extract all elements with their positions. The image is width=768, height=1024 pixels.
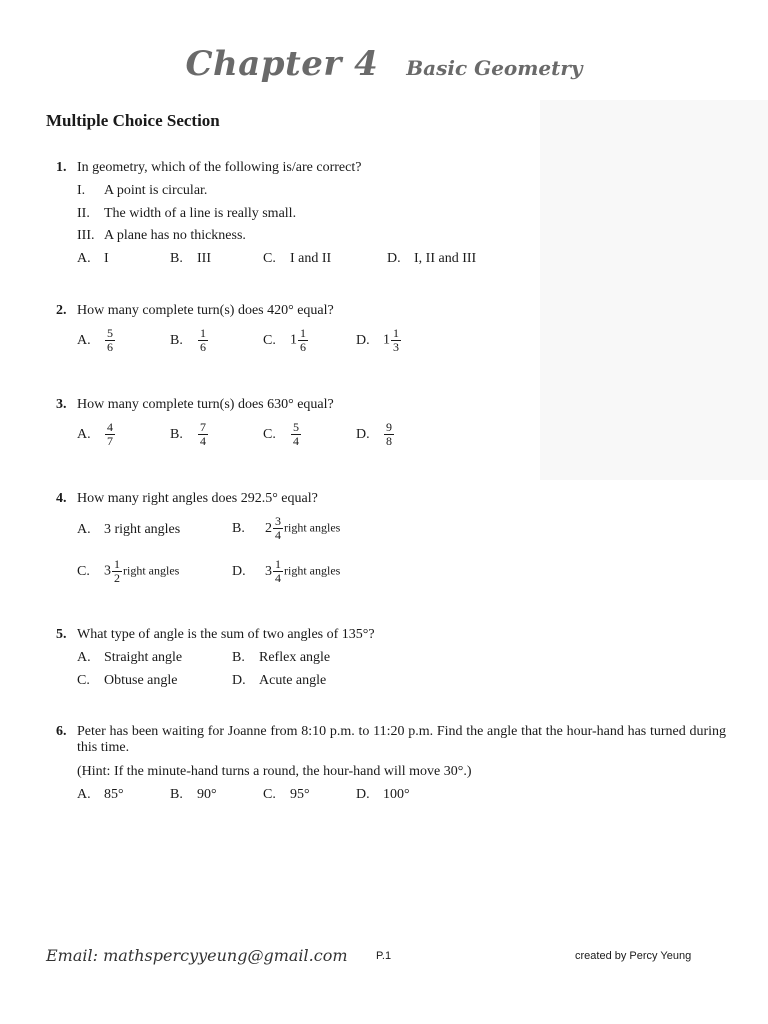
option-d: D. 1 $\frac{1}{3}$: [356, 326, 399, 354]
footer-email: Email: mathspercyyeung@gmail.com: [46, 946, 348, 965]
question-number: 1.: [56, 160, 67, 175]
page-number: P.1: [376, 950, 392, 962]
fraction: $\frac{5}{6}$: [107, 326, 113, 354]
fraction: $\frac{5}{4}$: [293, 420, 299, 448]
option-b: B. 2 $\frac{3}{4}$ right angles: [232, 514, 341, 542]
option-a: A. $\frac{5}{6}$: [77, 326, 113, 354]
option-d: D. I, II and III: [387, 251, 477, 266]
question-number: 2.: [56, 303, 67, 318]
option-a: A. 85°: [77, 787, 124, 802]
fraction: $\frac{1}{2}$: [114, 557, 120, 585]
question-stem: How many complete turn(s) does 630° equal?: [77, 397, 334, 412]
fraction: $\frac{4}{7}$: [107, 420, 113, 448]
fraction: $\frac{7}{4}$: [200, 420, 206, 448]
option-a: A. Straight angle: [77, 650, 183, 665]
question-number: 5.: [56, 627, 67, 642]
question-stem: How many right angles does 292.5° equal?: [77, 491, 318, 506]
fraction: $\frac{3}{4}$: [275, 514, 281, 542]
statement-item: III. A plane has no thickness.: [77, 228, 246, 243]
option-b: B. $\frac{1}{6}$: [170, 326, 206, 354]
question-number: 4.: [56, 491, 67, 506]
fraction: $\frac{1}{4}$: [275, 557, 281, 585]
statement-item: I. A point is circular.: [77, 183, 208, 198]
fraction: $\frac{9}{8}$: [386, 420, 392, 448]
option-b: B. 90°: [170, 787, 217, 802]
option-a: A. 3 right angles: [77, 522, 181, 537]
footer-creator: created by Percy Yeung: [575, 950, 692, 962]
option-a: A. I: [77, 251, 109, 266]
page-title: [0, 44, 768, 84]
topic-heading: Basic Geometry: [406, 56, 583, 80]
question-stem: In geometry, which of the following is/are correct?: [77, 160, 362, 175]
option-b: B. III: [170, 251, 211, 266]
question-stem: How many complete turn(s) does 420° equal?: [77, 303, 334, 318]
section-title: Multiple Choice Section: [46, 111, 220, 130]
question-number: 6.: [56, 724, 67, 739]
option-b: B. $\frac{7}{4}$: [170, 420, 206, 448]
option-c: C. 1 $\frac{1}{6}$: [263, 326, 306, 354]
question-4: [56, 491, 726, 591]
option-c: C. Obtuse angle: [77, 673, 178, 688]
question-1: [56, 160, 726, 270]
option-c: C. I and II: [263, 251, 332, 266]
question-6: [56, 724, 726, 814]
fraction: $\frac{1}{3}$: [393, 326, 399, 354]
option-c: C. 3 $\frac{1}{2}$ right angles: [77, 557, 180, 585]
fraction: $\frac{1}{6}$: [300, 326, 306, 354]
option-c: C. $\frac{5}{4}$: [263, 420, 299, 448]
option-d: D. $\frac{9}{8}$: [356, 420, 392, 448]
option-d: D. 3 $\frac{1}{4}$ right angles: [232, 557, 341, 585]
hint-text: (Hint: If the minute-hand turns a round, the hour-hand will move 30°.): [77, 764, 472, 779]
fraction: $\frac{1}{6}$: [200, 326, 206, 354]
option-a: A. $\frac{4}{7}$: [77, 420, 113, 448]
option-d: D. Acute angle: [232, 673, 327, 688]
question-stem: Peter has been waiting for Joanne from 8:10 p.m. to 11:20 p.m. Find the angle that the hour-hand has turned during this time.: [77, 724, 726, 755]
option-c: C. 95°: [263, 787, 310, 802]
option-b: B. Reflex angle: [232, 650, 331, 665]
question-5: [56, 627, 726, 697]
option-d: D. 100°: [356, 787, 410, 802]
chapter-heading: Chapter 4: [185, 44, 379, 84]
question-3: [56, 397, 726, 457]
question-2: [56, 303, 726, 363]
question-stem: What type of angle is the sum of two angles of 135°?: [77, 627, 375, 642]
statement-item: II. The width of a line is really small.: [77, 206, 297, 221]
question-number: 3.: [56, 397, 67, 412]
